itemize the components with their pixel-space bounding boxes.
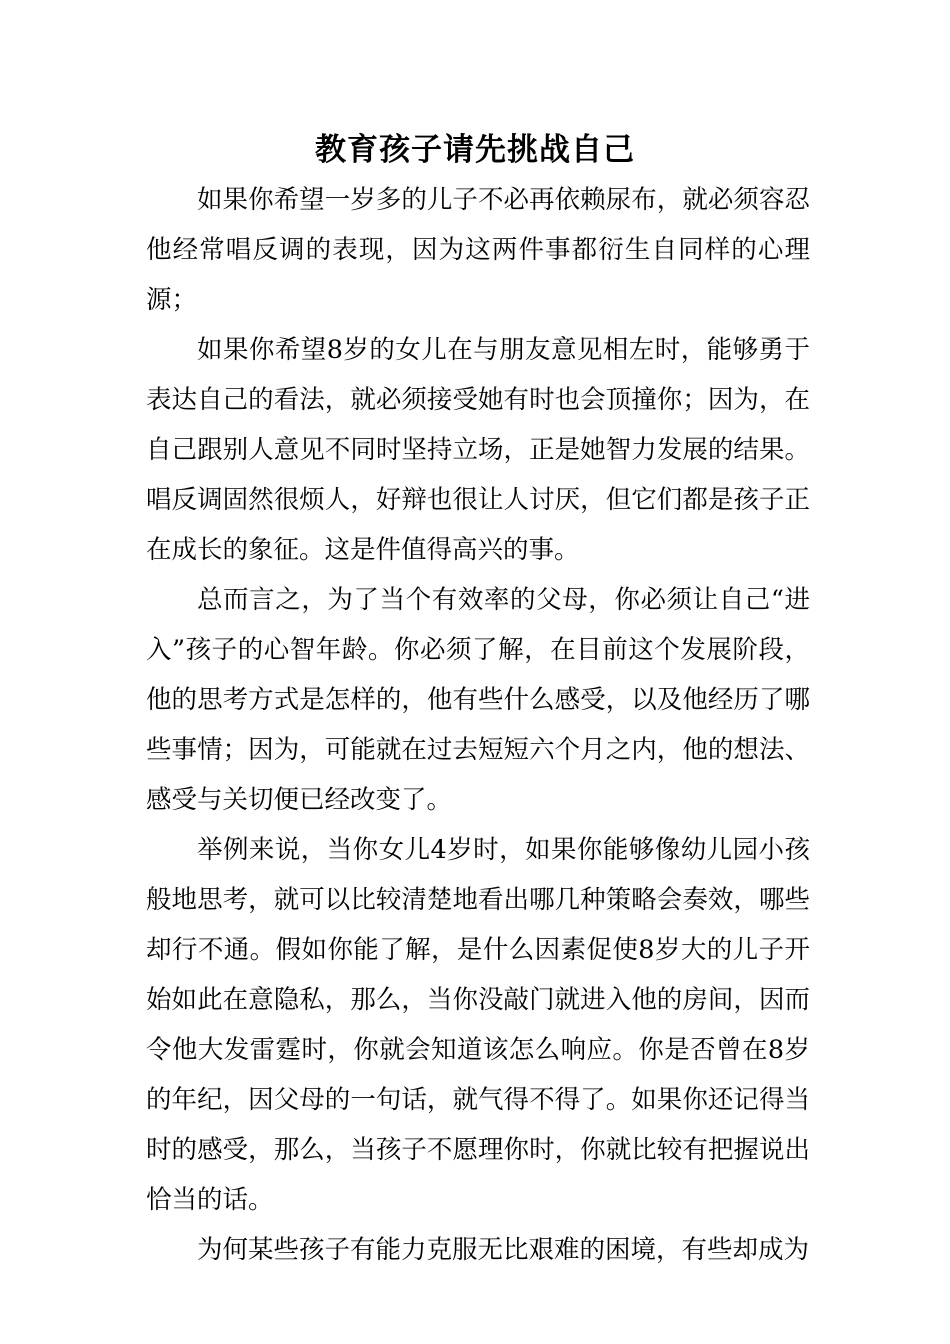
paragraph-2: 如果你希望8岁的女儿在与朋友意见相左时，能够勇于表达自己的看法，就必须接受她有时也会顶撞你；因为，在自己跟别人意见不同时坚持立场，正是她智力发展的结果。唱反调固然很烦人，好辩也很让人讨厌，但它们都是孩子正在成长的象征。这是件值得高兴的事。 xyxy=(146,335,810,565)
document-body xyxy=(146,175,810,1275)
paragraph-3: 总而言之，为了当个有效率的父母，你必须让自己“进入”孩子的心智年龄。你必须了解，在目前这个发展阶段，他的思考方式是怎样的，他有些什么感受，以及他经历了哪些事情；因为，可能就在过去短短六个月之内，他的想法、感受与关切便已经改变了。 xyxy=(146,585,810,815)
paragraph-5: 为何某些孩子有能力克服无比艰难的困境，有些却成为 xyxy=(197,1235,810,1265)
document-title: 教育孩子请先挑战自己 xyxy=(315,132,635,168)
paragraph-4: 举例来说，当你女儿4岁时，如果你能够像幼儿园小孩般地思考，就可以比较清楚地看出哪几种策略会奏效，哪些却行不通。假如你能了解，是什么因素促使8岁大的儿子开始如此在意隐私，那么，当你没敲门就进入他的房间，因而令他大发雷霆时，你就会知道该怎么响应。你是否曾在8岁的年纪，因父母的一句话，就气得不得了。如果你还记得当时的感受，那么，当孩子不愿理你时，你就比较有把握说出恰当的话。 xyxy=(146,835,810,1215)
paragraph-1: 如果你希望一岁多的儿子不必再依赖尿布，就必须容忍他经常唱反调的表现，因为这两件事都衍生自同样的心理源； xyxy=(146,185,810,315)
